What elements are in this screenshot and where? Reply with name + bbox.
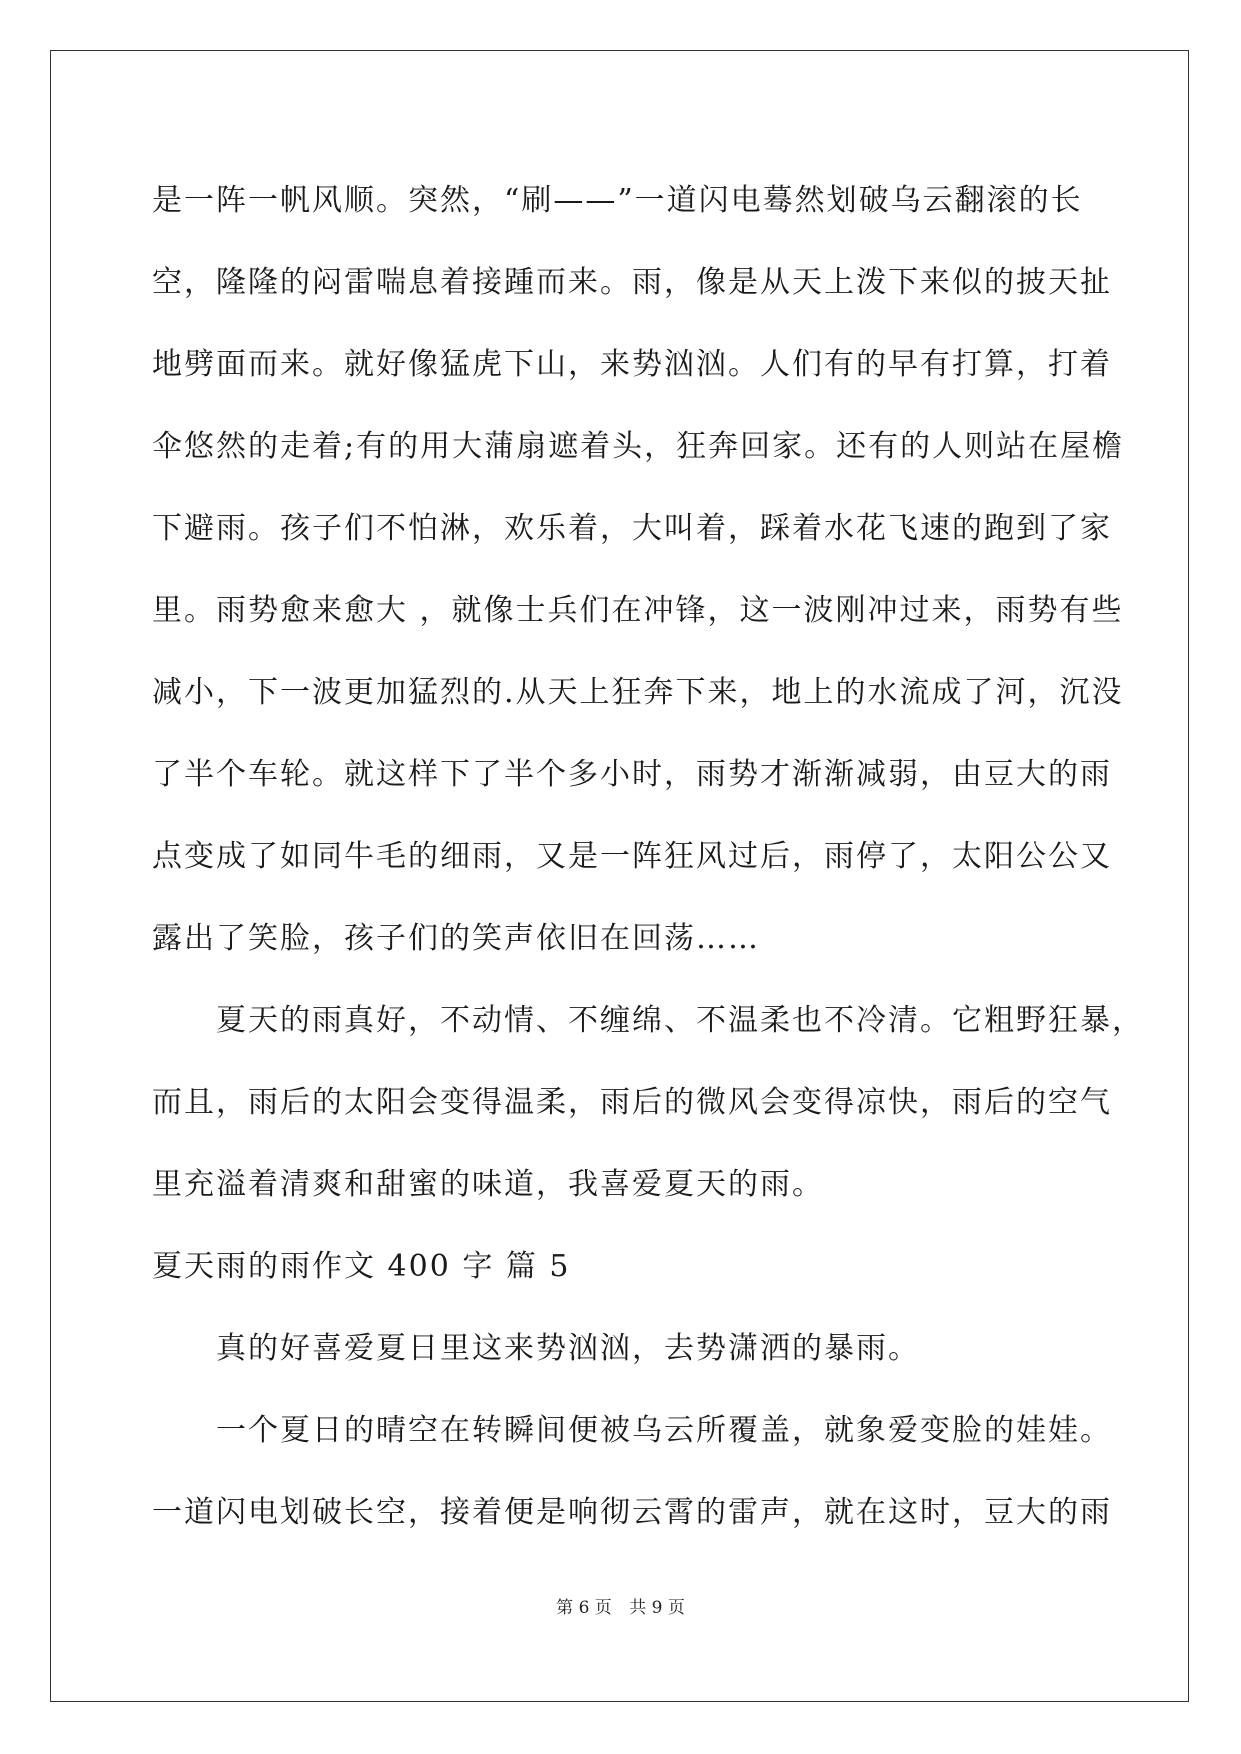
text-line: 一道闪电划破长空，接着便是响彻云霄的雷声，就在这时，豆大的雨: [152, 1495, 1112, 1530]
current-page-number: 第 6 页: [556, 1598, 612, 1618]
text-line: 是一阵一帆风顺。突然，“刷——”一道闪电蓦然划破乌云翻滚的长: [152, 183, 1083, 218]
text-line: 下避雨。孩子们不怕淋，欢乐着，大叫着，踩着水花飞速的跑到了家: [152, 511, 1112, 546]
paragraph-start-line: 一个夏日的晴空在转瞬间便被乌云所覆盖，就象爱变脸的娃娃。: [216, 1413, 1112, 1448]
text-line: 伞悠然的走着;有的用大蒲扇遮着头，狂奔回家。还有的人则站在屋檐: [152, 429, 1125, 464]
paragraph-start-line: 夏天的雨真好，不动情、不缠绵、不温柔也不冷清。它粗野狂暴，: [216, 1003, 1144, 1038]
total-pages: 共 9 页: [629, 1598, 685, 1618]
section-heading: 夏天雨的雨作文 400 字 篇 5: [152, 1249, 571, 1284]
text-line: 减小，下一波更加猛烈的.从天上狂奔下来，地上的水流成了河，沉没: [152, 675, 1124, 710]
text-line: 里充溢着清爽和甜蜜的味道，我喜爱夏天的雨。: [152, 1167, 824, 1202]
document-body: [152, 160, 1144, 1554]
paragraph-start-line: 真的好喜爱夏日里这来势汹汹，去势潇洒的暴雨。: [216, 1331, 920, 1366]
page-footer: [0, 1596, 1241, 1620]
text-line: 露出了笑脸，孩子们的笑声依旧在回荡……: [152, 921, 760, 956]
text-line: 而且，雨后的太阳会变得温柔，雨后的微风会变得凉快，雨后的空气: [152, 1085, 1112, 1120]
text-line: 了半个车轮。就这样下了半个多小时，雨势才渐渐减弱，由豆大的雨: [152, 757, 1112, 792]
text-line: 空，隆隆的闷雷喘息着接踵而来。雨，像是从天上泼下来似的披天扯: [152, 265, 1112, 300]
text-line: 点变成了如同牛毛的细雨，又是一阵狂风过后，雨停了，太阳公公又: [152, 839, 1112, 874]
text-line: 里。雨势愈来愈大 ，就像士兵们在冲锋，这一波刚冲过来，雨势有些: [152, 593, 1124, 628]
text-line: 地劈面而来。就好像猛虎下山，来势汹汹。人们有的早有打算，打着: [152, 347, 1112, 382]
